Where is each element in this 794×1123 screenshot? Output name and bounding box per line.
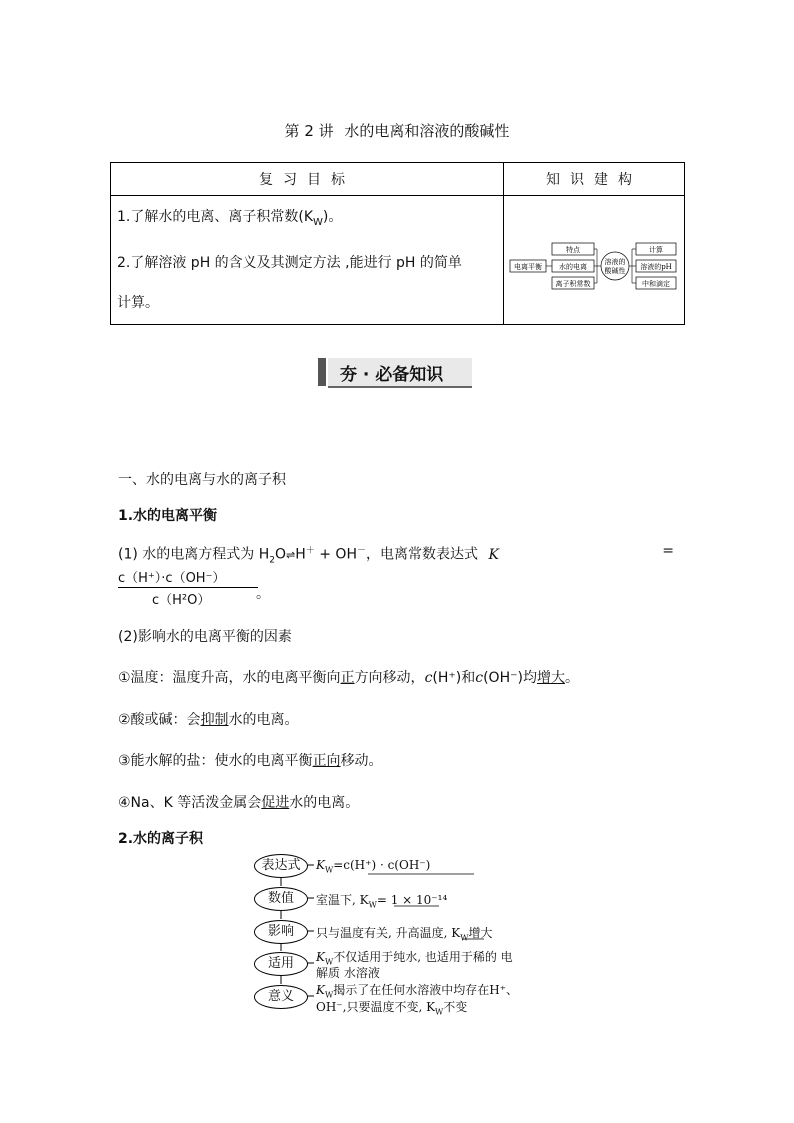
lesson-title: 水的电离和溶液的酸碱性 <box>344 122 510 140</box>
factor-temperature: ①温度：温度升高，水的电离平衡向正方向移动，c(H⁺)和c(OH⁻)均增大。 <box>118 670 579 686</box>
goal-2b: 计算。 <box>117 294 159 311</box>
ionization-constant-fraction <box>118 567 258 608</box>
section-heading-1: 一、水的电离与水的离子积 <box>118 472 286 488</box>
diagram-meaning-text-1: $K_W$揭示了在任何水溶液中均存在H⁺、 <box>316 983 519 1000</box>
knowledge-map-cell <box>504 196 685 325</box>
paragraph-1: (1) 水的电离方程式为 $H_2O\rightleftharpoons H^+ + OH^-$，电离常数表达式 K = <box>118 543 674 566</box>
map-node-acidity <box>601 252 629 280</box>
subheading-1: 1.水的电离平衡 <box>118 508 218 524</box>
goals-header: 复习目标 <box>111 163 504 196</box>
fraction-end: 。 <box>256 586 270 602</box>
map-text-ion-product: 离子积常数 <box>555 280 591 288</box>
map-header: 知识建构 <box>504 163 685 196</box>
subheading-2: 2.水的离子积 <box>118 831 204 847</box>
diagram-application-text-1: $K_W$不仅适用于纯水, 也适用于稀的 电 <box>316 950 513 967</box>
map-text-ph: 溶液的pH <box>640 263 672 271</box>
banner-text: 夯 · 必备知识 <box>340 365 444 385</box>
diagram-expression-text: $K_W=c(H^+) \cdot c(OH^-)$ <box>316 858 431 875</box>
factor-acid-base: ②酸或碱：会抑制水的电离。 <box>118 712 299 728</box>
map-text-calc: 计算 <box>649 246 663 254</box>
ion-product-diagram <box>254 853 554 1018</box>
diagram-meaning-text-2: OH⁻,只要温度不变, $K_W$不变 <box>316 1000 468 1017</box>
diagram-application-text-2: 解质 水溶液 <box>316 966 380 980</box>
map-text-tedian: 特点 <box>566 246 580 254</box>
factor-metal: ④Na、K 等活泼金属会促进水的电离。 <box>118 795 360 811</box>
oval-expression: 表达式 <box>254 854 308 878</box>
section-banner <box>318 358 472 386</box>
goals-table <box>110 162 685 325</box>
goal-1: 1.了解水的电离、离子积常数$(K_W)$。 <box>117 209 343 228</box>
oval-application: 适用 <box>254 952 308 976</box>
oval-value: 数值 <box>254 887 308 911</box>
factor-salt: ③能水解的盐：使水的电离平衡正向移动。 <box>118 753 383 769</box>
map-text-acidity-b: 酸碱性 <box>604 267 626 275</box>
fraction-numerator: c（H⁺）·c（OH⁻） <box>118 571 226 586</box>
knowledge-map <box>504 196 684 320</box>
map-text-acidity-a: 溶液的 <box>604 258 626 266</box>
diagram-value-text: 室温下, $K_W= 1 \times 10^{-14}$ <box>316 893 448 910</box>
diagram-influence-text: 只与温度有关, 升高温度, $K_W$增大 <box>316 926 493 943</box>
banner-bar <box>318 358 326 386</box>
oval-meaning: 意义 <box>254 985 308 1009</box>
map-text-equilibrium: 电离平衡 <box>514 263 542 271</box>
map-text-titration: 中和滴定 <box>642 280 670 288</box>
oval-influence: 影响 <box>254 920 308 944</box>
goals-content <box>111 196 504 325</box>
lesson-number: 第 2 讲 <box>284 122 334 140</box>
page-title <box>0 120 794 141</box>
fraction-denominator: c（H²O） <box>152 593 211 608</box>
paragraph-2: (2)影响水的电离平衡的因素 <box>118 629 292 645</box>
goal-2a: 2.了解溶液 pH 的含义及其测定方法 ,能进行 pH 的简单 <box>117 254 462 271</box>
map-text-water-ionization: 水的电离 <box>559 263 587 271</box>
